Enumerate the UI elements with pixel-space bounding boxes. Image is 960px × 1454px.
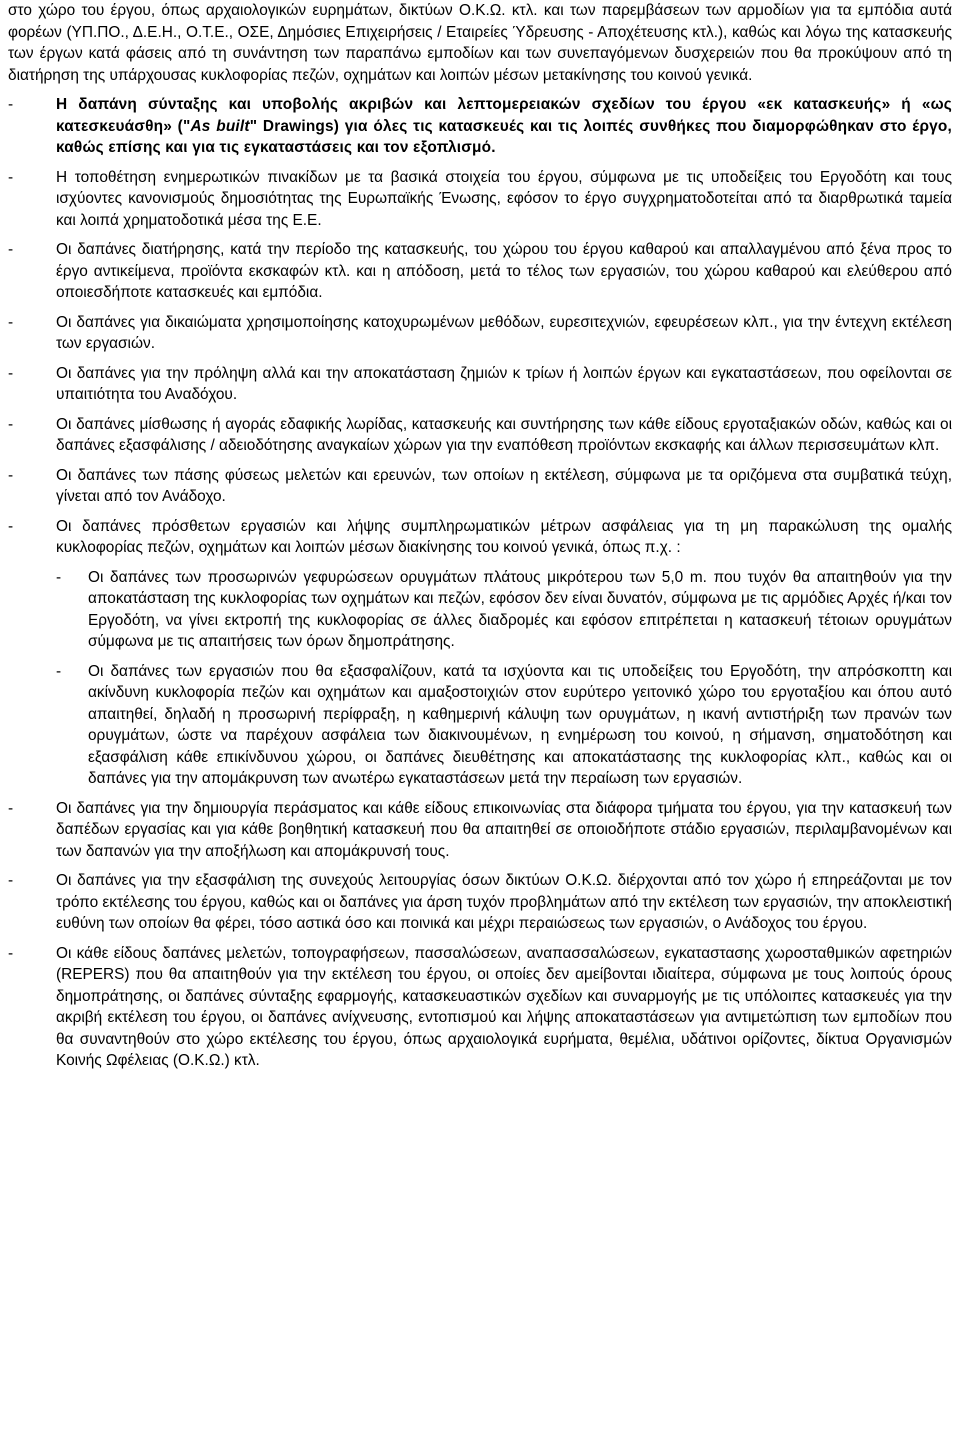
bullet-dash: -	[8, 364, 14, 382]
bullet-dash: -	[8, 241, 14, 258]
sub-bullet-dash: -	[56, 568, 62, 586]
list-item-text: Η τοποθέτηση ενημερωτικών πινακίδων με τα βασικά στοιχεία του έργου, σύμφωνα με τις υποδείξεις του Εργοδότη και τους ισχύοντες κανονισμούς δημοσιότητας της Ευρωπαϊκής Ένωσης, εφόσον το έργο συγχρηματοδοτείται από τα διαρθρωτικά ταμεία και λοιπά χρηματοδοτικά μέσα της Ε.Ε.	[56, 168, 952, 229]
sub-list-item-text: Οι δαπάνες των εργασιών που θα εξασφαλίζουν, κατά τα ισχύοντα και τις υποδείξεις του Εργοδότη, την απρόσκοπτη και ακίνδυνη κυκλοφορία πεζών και οχημάτων και αμαξοστοιχιών στον ευρύτερο γειτονικό χώρο του εργοταξίου και όπου αυτό απαιτηθεί, δηλαδή η προσωρινή περίφραξη, η καθημερινή κάλυψη των ορυγμάτων, η ικανή αντιστήριξη των πρανών των ορυγμάτων, ώστε να παρέχουν ασφάλεια των διακινουμένων, η ενημέρωση του κοινού, η σήμανση, σηματοδότηση και εξασφάλιση κάθε επικίνδυνου χώρου, οι δαπάνες διευθέτησης και αποκατάστασης της κυκλοφορίας κλπ., καθώς και οι δαπάνες για την απομάκρυνση των ανωτέρω εγκαταστάσεων μετά την περαίωση των εργασιών.	[88, 662, 952, 787]
list-item	[8, 239, 952, 304]
list-item	[8, 516, 952, 790]
list-item-text: Οι δαπάνες για την δημιουργία περάσματος και κάθε είδους επικοινωνίας στα διάφορα τμήματα του έργου, για την κατασκευή των δαπέδων εργασίας και για κάθε βοηθητική κατασκευή που θα απαιτηθεί σε οποιοδήποτε στάδιο εργασιών, περιλαμβανομένων και των δαπανών για την αποξήλωση και απομάκρυνσή τους.	[56, 799, 952, 860]
cost-list	[8, 94, 952, 1072]
sub-list	[56, 567, 952, 790]
list-item-text: Οι κάθε είδους δαπάνες μελετών, τοπογραφήσεων, πασσαλώσεων, αναπασσαλώσεων, εγκαταστασης χωροσταθμικών αφετηριών (REPERS) που θα απαιτηθούν για την εκτέλεση του έργου, οι οποίες δεν αμείβονται ιδιαίτερα, σύμφωνα με τους λοιπούς όρους δημοπράτησης, οι δαπάνες σύνταξης εφαρμογής, κατασκευαστικών σχεδίων και συναρμογής με τις υπόλοιπες κατασκευές για την ακριβή εκτέλεση του έργου, οι δαπάνες ανίχνευσης, εντοπισμού και λήψης αποκαταστάσεων για αντιμετώπιση των εμποδίων που θα συναντηθούν στο χώρο εκτέλεσης του έργου, όπως αρχαιολογικά ευρήματα, θεμέλια, υδάτινοι ορίζοντες, δίκτυα Οργανισμών Κοινής Ωφέλειας (Ο.Κ.Ω.) κτλ.	[56, 944, 952, 1069]
list-item-text-part: " Drawings) για όλες τις κατασκευές και τις λοιπές συνθήκες που διαμορφώθηκαν στο έργο, καθώς επίσης και για τις εγκαταστάσεις και τον εξοπλισμό.	[56, 117, 953, 156]
sub-list-item	[8, 661, 952, 790]
bullet-dash: -	[8, 313, 14, 331]
list-item-text: Οι δαπάνες για δικαιώματα χρησιμοποίησης κατοχυρωμένων μεθόδων, ευρεσιτεχνιών, εφευρέσεων κλπ., για την έντεχνη εκτέλεση των εργασιών.	[56, 313, 952, 352]
bullet-dash: -	[8, 415, 14, 433]
list-item-text: Οι δαπάνες για την πρόληψη αλλά και την αποκατάσταση ζημιών κ τρίων ή λοιπών έργων και εγκαταστάσεων, που οφείλονται σε υπαιτιότητα του Αναδόχου.	[56, 364, 952, 403]
sub-bullet-dash: -	[56, 662, 62, 680]
list-item	[8, 870, 952, 935]
list-item-italic: As built	[190, 117, 250, 135]
list-item-body	[56, 516, 952, 790]
list-item-text-part: Η δαπάνη σύνταξης και υποβολής ακριβών και λεπτομερειακών σχεδίων του έργου «εκ κατασκευής» ή «ως κατεσκευάσθη» ("	[56, 96, 952, 135]
list-item	[8, 943, 952, 1072]
bullet-dash: -	[8, 168, 14, 186]
list-item	[8, 465, 952, 508]
bullet-dash: -	[8, 799, 14, 817]
list-item	[8, 363, 952, 406]
bullet-dash: -	[8, 517, 14, 535]
bullet-dash: -	[8, 96, 14, 113]
bullet-dash: -	[8, 466, 14, 484]
sub-list-item	[8, 567, 952, 653]
list-item-text: Οι δαπάνες των πάσης φύσεως μελετών και ερευνών, των οποίων η εκτέλεση, σύμφωνα με τα οριζόμενα στα συμβατικά τεύχη, γίνεται από τον Ανάδοχο.	[56, 466, 952, 505]
list-item-text: Οι δαπάνες μίσθωσης ή αγοράς εδαφικής λωρίδας, κατασκευής και συντήρησης των κάθε είδους εργοταξιακών οδών, καθώς και οι δαπάνες εξασφάλισης / αδειοδότησης αναγκαίων χώρων για την εναπόθεση προϊόντων εκσκαφής και άλλων περισσευμάτων κλπ.	[56, 415, 952, 454]
list-item-text: Οι δαπάνες διατήρησης, κατά την περίοδο της κατασκευής, του χώρου του έργου καθαρού και απαλλαγμένου από ξένα προς το έργο αντικείμενα, προϊόντα εκσκαφών κτλ. και η απόδοση, μετά το τέλος των εργασιών, του χώρου καθαρού και ελεύθερου από οποιεσδήποτε κατασκευές και εμπόδια.	[56, 241, 952, 301]
list-item-text: Οι δαπάνες πρόσθετων εργασιών και λήψης συμπληρωματικών μέτρων ασφάλειας για τη μη παρακώλυση της ομαλής κυκλοφορίας πεζών, οχημάτων και λοιπών μέσων διακίνησης του κοινού γενικά, όπως π.χ. :	[56, 517, 952, 556]
intro-paragraph: στο χώρο του έργου, όπως αρχαιολογικών ευρημάτων, δικτύων Ο.Κ.Ω. κτλ. και των παρεμβάσεων των αρμοδίων για τα εμπόδια αυτά φορέων (ΥΠ.ΠΟ., Δ.Ε.Η., Ο.Τ.Ε., ΟΣΕ, Δημόσιες Επιχειρήσεις / Εταιρείες Ύδρευσης - Αποχέτευσης κτλ.), καθώς και λόγω της κατασκευής των έργων κατά φάσεις από τη συνάντηση των παραπάνω εμποδίων και των συνεπαγόμενων δυσχερειών που θα προκύψουν από τη διατήρηση της υπάρχουσας κυκλοφορίας πεζών, οχημάτων και λοιπών μέσων μετακίνησης του κοινού γενικά.	[8, 2, 952, 84]
bullet-dash: -	[8, 872, 14, 889]
sub-list-item-text: Οι δαπάνες των προσωρινών γεφυρώσεων ορυγμάτων πλάτους μικρότερου των 5,0 m. που τυχόν θα απαιτηθούν για την αποκατάσταση της κυκλοφορίας των οχημάτων και πεζών, εφόσον δεν είναι δυνατόν, σύμφωνα με τις αρμόδιες Αρχές ή/και τον Εργοδότη, να γίνει εκτροπή της κυκλοφορίας σε άλλες διαδρομές και εφόσον επιτρέπεται η κατασκευή τέτοιων ορυγμάτων σύμφωνα με τις απαιτήσεις των όρων δημοπράτησης.	[88, 568, 952, 650]
list-item-text: Οι δαπάνες για την εξασφάλιση της συνεχούς λειτουργίας όσων δικτύων Ο.Κ.Ω. διέρχονται από τον χώρο ή επηρεάζονται με τον τρόπο εκτέλεσης του έργου, καθώς και οι δαπάνες για άρση τυχόν προβλημάτων από την εκτέλεση των εργασιών, την αποκλειστική ευθύνη των οποίων θα φέρει, τόσο αστικά όσο και ποινικά και μέχρι περαιώσεως των εργασιών, ο Ανάδοχος του έργου.	[56, 872, 952, 932]
list-item	[8, 798, 952, 863]
list-item	[8, 414, 952, 457]
list-item	[8, 312, 952, 355]
list-item	[8, 94, 952, 159]
list-item	[8, 167, 952, 232]
list-item-text	[56, 94, 952, 159]
bullet-dash: -	[8, 944, 14, 962]
